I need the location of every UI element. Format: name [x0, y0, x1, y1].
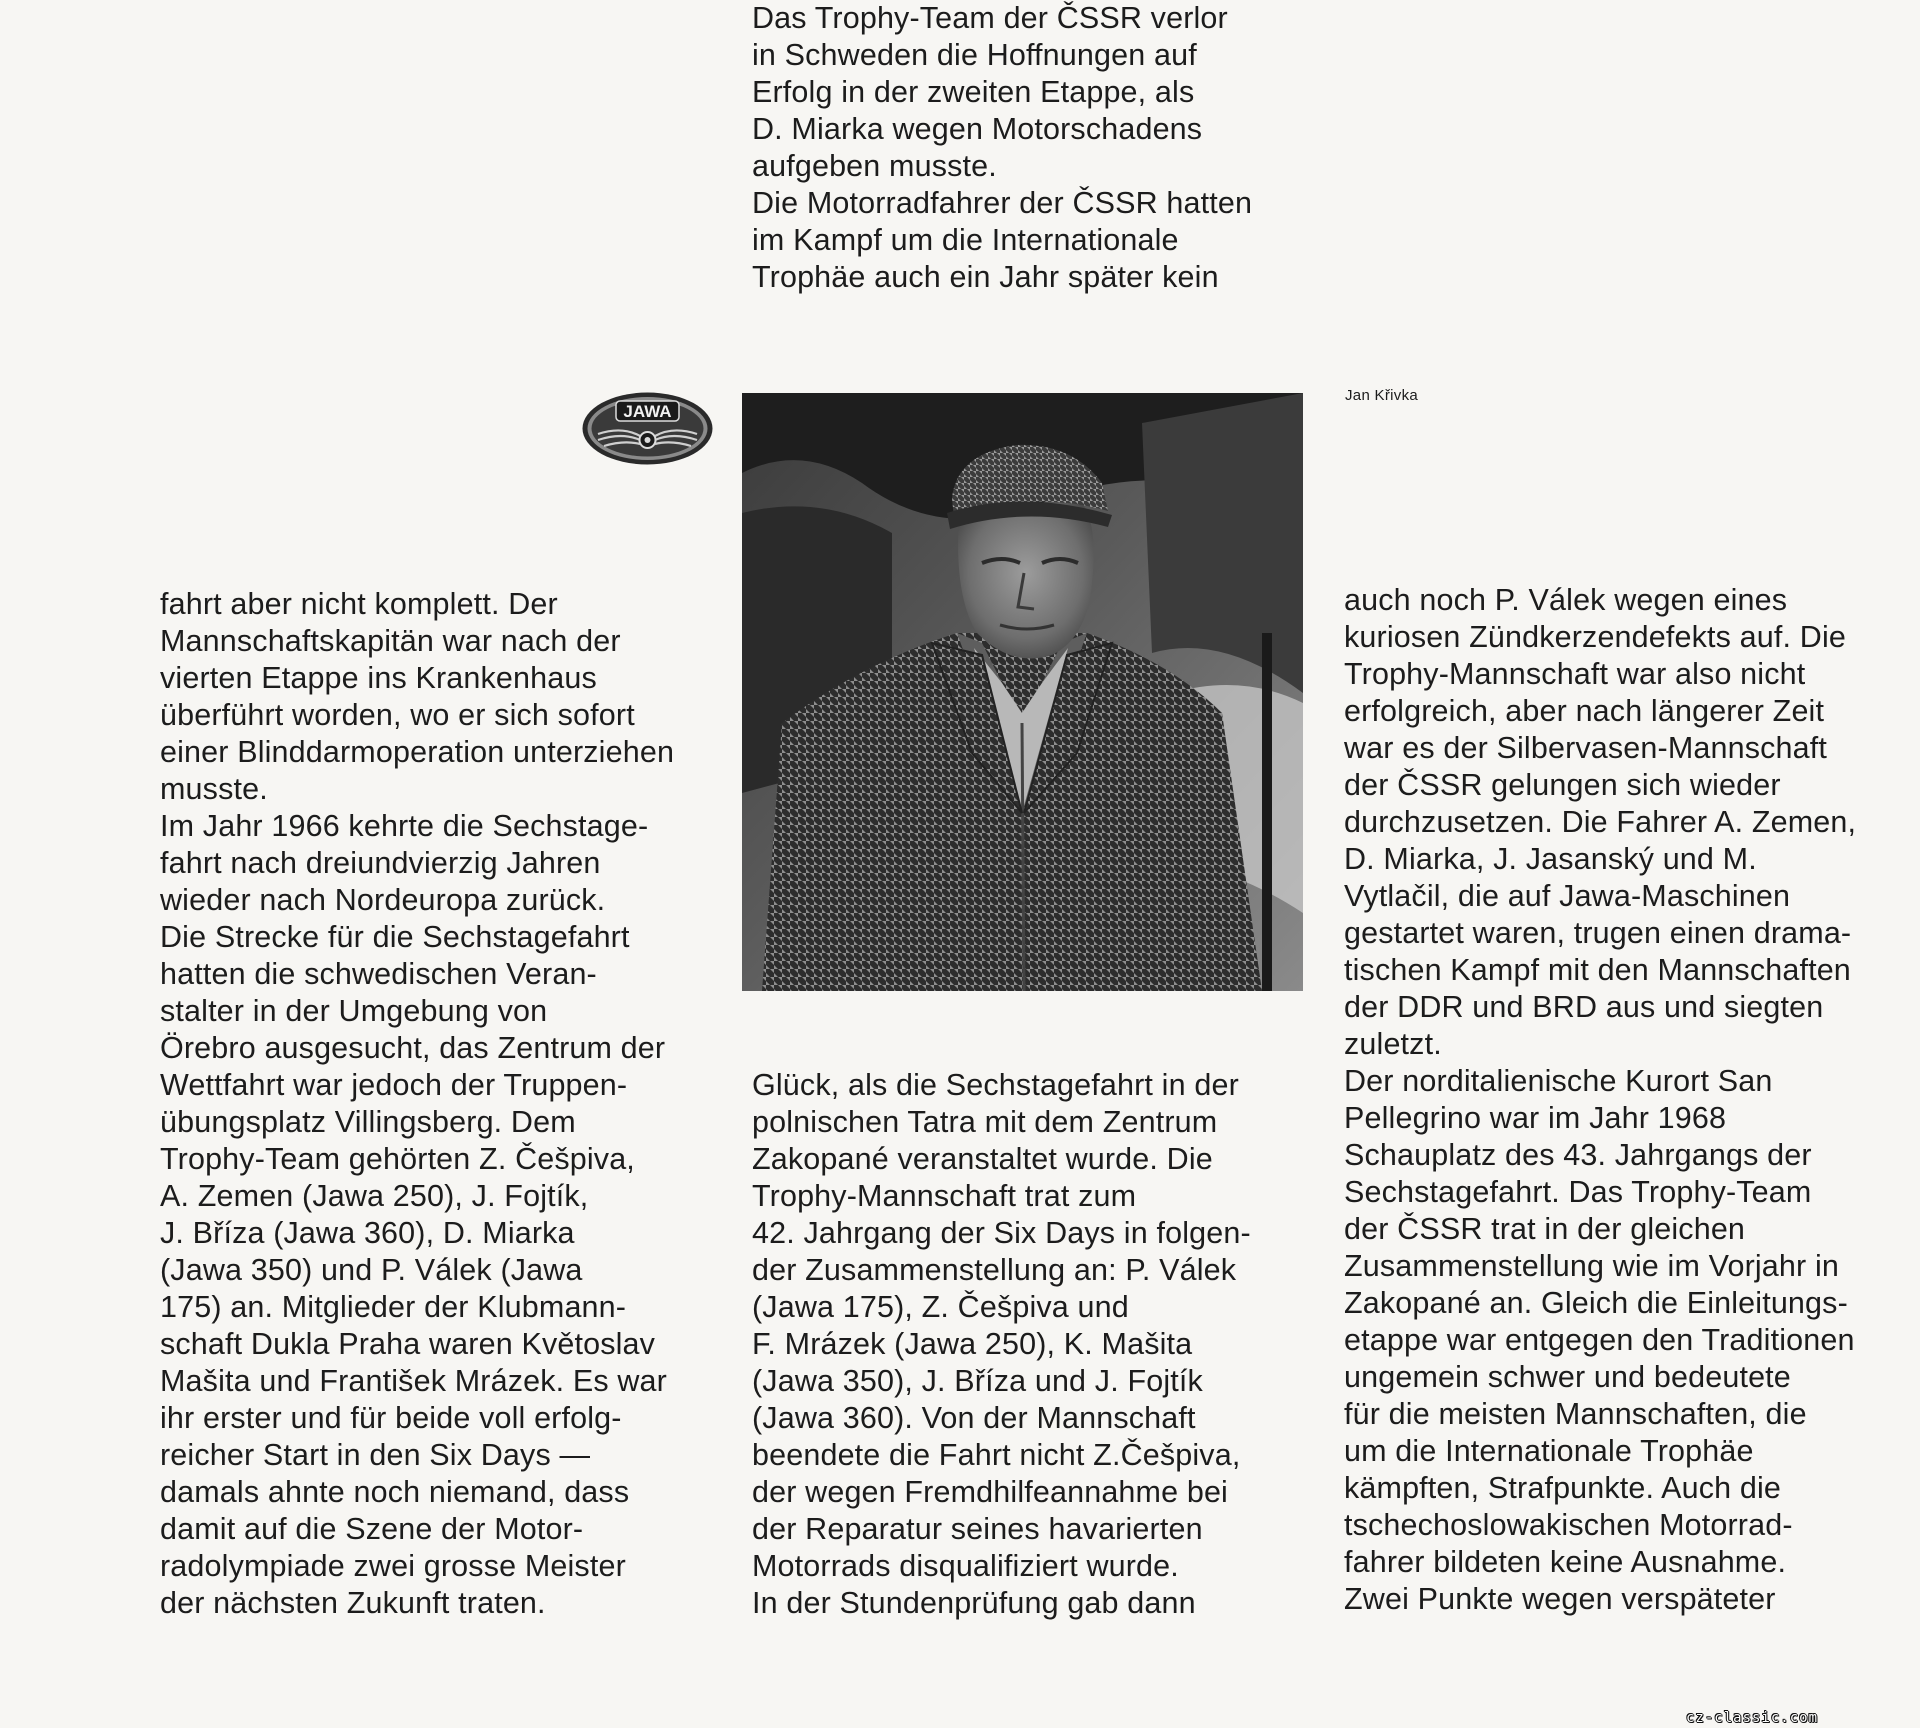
text-line: vierten Etappe ins Krankenhaus	[160, 661, 597, 695]
text-line: Glück, als die Sechstagefahrt in der	[752, 1068, 1239, 1102]
text-line: der ČSSR gelungen sich wieder	[1344, 768, 1781, 802]
text-line: erfolgreich, aber nach längerer Zeit	[1344, 694, 1825, 728]
text-line: J. Bříza (Jawa 360), D. Miarka	[160, 1216, 575, 1250]
text-line: 42. Jahrgang der Six Days in folgen-	[752, 1216, 1251, 1250]
text-line: Zwei Punkte wegen verspäteter	[1344, 1582, 1776, 1616]
left-text-column	[160, 586, 720, 1622]
text-line: damals ahnte noch niemand, dass	[160, 1475, 630, 1509]
text-line: überführt worden, wo er sich sofort	[160, 698, 635, 732]
text-line: ihr erster und für beide voll erfolg-	[160, 1401, 622, 1435]
text-line: Vytlačil, die auf Jawa-Maschinen	[1344, 879, 1791, 913]
text-line: aufgeben musste.	[752, 149, 997, 183]
text-line: zuletzt.	[1344, 1027, 1442, 1061]
text-line: tschechoslowakischen Motorrad-	[1344, 1508, 1793, 1542]
text-line: Schauplatz des 43. Jahrgangs der	[1344, 1138, 1812, 1172]
text-line: A. Zemen (Jawa 250), J. Fojtík,	[160, 1179, 589, 1213]
text-line: Trophy-Team gehörten Z. Češpiva,	[160, 1142, 635, 1176]
text-line: der ČSSR trat in der gleichen	[1344, 1212, 1746, 1246]
text-line: Örebro ausgesucht, das Zentrum der	[160, 1031, 666, 1065]
text-line: der DDR und BRD aus und siegten	[1344, 990, 1824, 1024]
text-line: kämpften, Strafpunkte. Auch die	[1344, 1471, 1781, 1505]
text-line: durchzusetzen. Die Fahrer A. Zemen,	[1344, 805, 1857, 839]
text-line: D. Miarka, J. Jasanský und M.	[1344, 842, 1757, 876]
text-line: In der Stundenprüfung gab dann	[752, 1586, 1196, 1620]
text-line: F. Mrázek (Jawa 250), K. Mašita	[752, 1327, 1193, 1361]
watermark: cz-classic.com	[1686, 1710, 1819, 1726]
text-line: hatten die schwedischen Veran-	[160, 957, 597, 991]
text-line: der wegen Fremdhilfeannahme bei	[752, 1475, 1228, 1509]
text-line: Trophäe auch ein Jahr später kein	[752, 260, 1219, 294]
text-line: übungsplatz Villingsberg. Dem	[160, 1105, 576, 1139]
text-line: in Schweden die Hoffnungen auf	[752, 38, 1197, 72]
text-line: reicher Start in den Six Days —	[160, 1438, 591, 1472]
text-line: (Jawa 350), J. Bříza und J. Fojtík	[752, 1364, 1203, 1398]
text-line: Sechstagefahrt. Das Trophy-Team	[1344, 1175, 1812, 1209]
text-line: kuriosen Zündkerzendefekts auf. Die	[1344, 620, 1846, 654]
text-line: Mašita und František Mrázek. Es war	[160, 1364, 667, 1398]
text-line: fahrt nach dreiundvierzig Jahren	[160, 846, 601, 880]
text-line: (Jawa 360). Von der Mannschaft	[752, 1401, 1196, 1435]
text-line: Zusammenstellung wie im Vorjahr in	[1344, 1249, 1839, 1283]
text-line: Pellegrino war im Jahr 1968	[1344, 1101, 1727, 1135]
text-line: fahrt aber nicht komplett. Der	[160, 587, 558, 621]
text-line: D. Miarka wegen Motorschadens	[752, 112, 1203, 146]
text-line: Trophy-Mannschaft trat zum	[752, 1179, 1137, 1213]
text-line: (Jawa 175), Z. Češpiva und	[752, 1290, 1129, 1324]
text-line: musste.	[160, 772, 268, 806]
text-line: um die Internationale Trophäe	[1344, 1434, 1754, 1468]
text-line: Zakopané veranstaltet wurde. Die	[752, 1142, 1213, 1176]
text-line: Trophy-Mannschaft war also nicht	[1344, 657, 1806, 691]
text-line: schaft Dukla Praha waren Květoslav	[160, 1327, 656, 1361]
top-text-column	[752, 0, 1292, 296]
text-line: für die meisten Mannschaften, die	[1344, 1397, 1807, 1431]
text-line: Motorrads disqualifiziert wurde.	[752, 1549, 1179, 1583]
text-line: der Zusammenstellung an: P. Válek	[752, 1253, 1237, 1287]
text-line: war es der Silbervasen-Mannschaft	[1344, 731, 1828, 765]
text-line: der nächsten Zukunft traten.	[160, 1586, 546, 1620]
text-line: Die Strecke für die Sechstagefahrt	[160, 920, 630, 954]
text-line: gestartet waren, trugen einen drama-	[1344, 916, 1852, 950]
text-line: Im Jahr 1966 kehrte die Sechstage-	[160, 809, 649, 843]
portrait-photo	[742, 393, 1303, 991]
text-line: der Reparatur seines havarierten	[752, 1512, 1203, 1546]
jawa-logo	[580, 390, 715, 467]
text-line: auch noch P. Válek wegen eines	[1344, 583, 1788, 617]
jawa-logo-text: JAWA	[623, 402, 672, 421]
photo-credit: Jan Křivka	[1345, 387, 1419, 404]
text-line: Der norditalienische Kurort San	[1344, 1064, 1773, 1098]
text-line: Das Trophy-Team der ČSSR verlor	[752, 1, 1228, 35]
text-line: 175) an. Mitglieder der Klubmann-	[160, 1290, 627, 1324]
text-line: ungemein schwer und bedeutete	[1344, 1360, 1791, 1394]
text-line: wieder nach Nordeuropa zurück.	[160, 883, 606, 917]
text-line: einer Blinddarmoperation unterziehen	[160, 735, 675, 769]
middle-text-column	[752, 1067, 1292, 1622]
text-line: Mannschaftskapitän war nach der	[160, 624, 621, 658]
right-text-column	[1344, 582, 1904, 1618]
text-line: tischen Kampf mit den Mannschaften	[1344, 953, 1851, 987]
text-line: polnischen Tatra mit dem Zentrum	[752, 1105, 1218, 1139]
text-line: Zakopané an. Gleich die Einleitungs-	[1344, 1286, 1848, 1320]
text-line: (Jawa 350) und P. Válek (Jawa	[160, 1253, 583, 1287]
text-line: Erfolg in der zweiten Etappe, als	[752, 75, 1195, 109]
text-line: Wettfahrt war jedoch der Truppen-	[160, 1068, 628, 1102]
text-line: fahrer bildeten keine Ausnahme.	[1344, 1545, 1787, 1579]
text-line: stalter in der Umgebung von	[160, 994, 548, 1028]
text-line: beendete die Fahrt nicht Z.Češpiva,	[752, 1438, 1241, 1472]
text-line: Die Motorradfahrer der ČSSR hatten	[752, 186, 1253, 220]
text-line: radolympiade zwei grosse Meister	[160, 1549, 626, 1583]
text-line: im Kampf um die Internationale	[752, 223, 1179, 257]
text-line: etappe war entgegen den Traditionen	[1344, 1323, 1855, 1357]
text-line: damit auf die Szene der Motor-	[160, 1512, 584, 1546]
